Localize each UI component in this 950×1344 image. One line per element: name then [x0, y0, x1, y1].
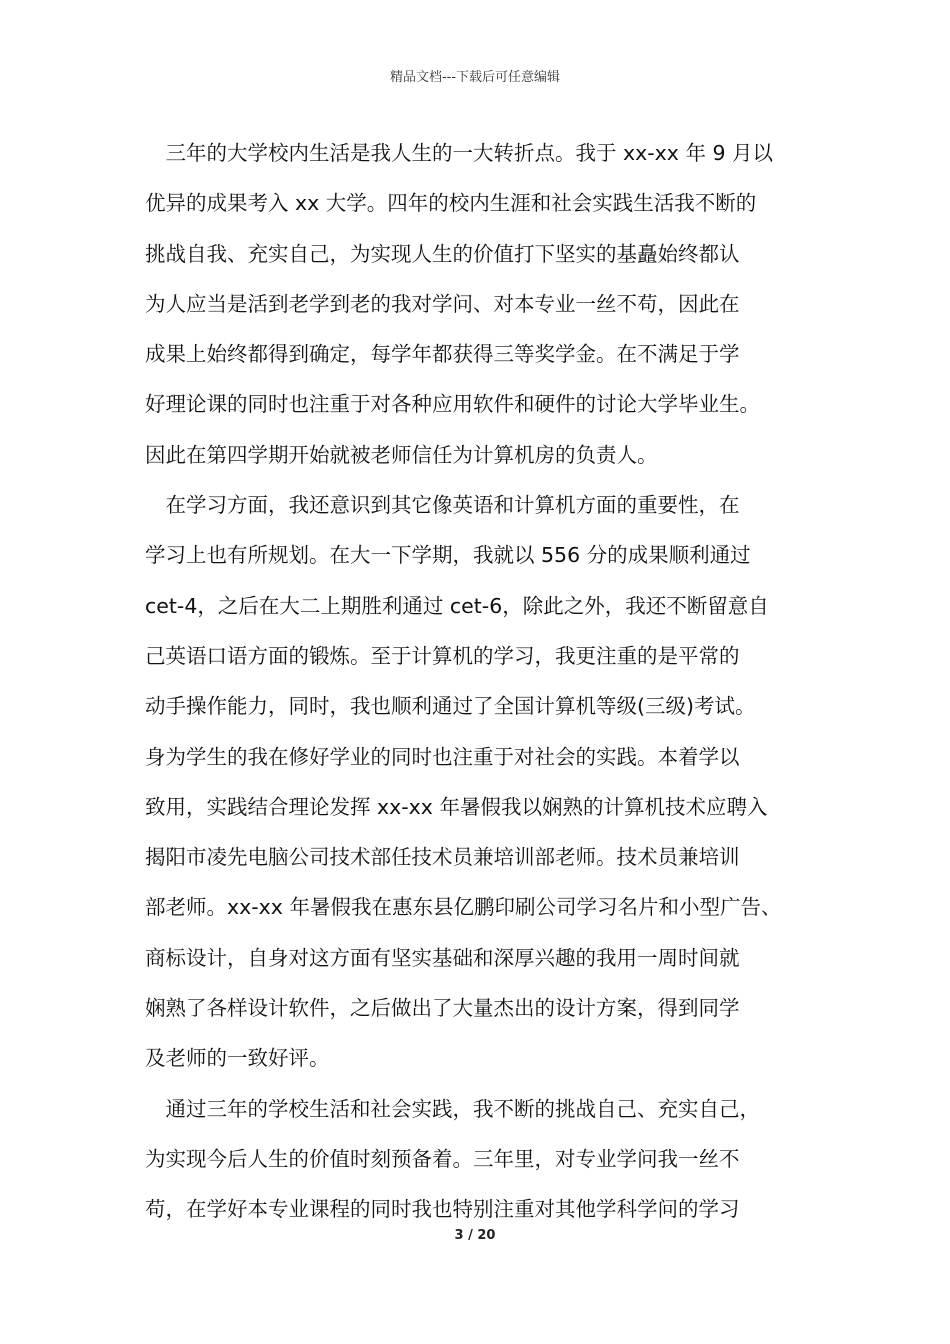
text-line: 成果上始终都得到确定，每学年都获得三等奖学金。在不满足于学 [145, 342, 740, 367]
text-line: cet-4，之后在大二上期胜利通过 cet-6，除此之外，我还不断留意自 [145, 593, 769, 618]
text-line: 优异的成果考入 xx 大学。四年的校内生涯和社会实践生活我不断的 [145, 191, 757, 216]
text-line: 身为学生的我在修好学业的同时也注重于对社会的实践。本着学以 [145, 744, 740, 769]
text-line: 致用，实践结合理论发挥 xx-xx 年暑假我以娴熟的计算机技术应聘入 [145, 794, 768, 819]
text-line: 在学习方面，我还意识到其它像英语和计算机方面的重要性，在 [145, 493, 740, 518]
text-line: 好理论课的同时也注重于对各种应用软件和硬件的讨论大学毕业生。 [145, 392, 760, 417]
text-line: 及老师的一致好评。 [145, 1046, 330, 1071]
page-number: 3 / 20 [454, 1228, 496, 1243]
text-line: 因此在第四学期开始就被老师信任为计算机房的负责人。 [145, 442, 658, 467]
text-line: 为实现今后人生的价值时刻预备着。三年里，对专业学问我一丝不 [145, 1146, 740, 1171]
text-line: 通过三年的学校生活和社会实践，我不断的挑战自己、充实自己， [145, 1096, 760, 1121]
text-line: 学习上也有所规划。在大一下学期，我就以 556 分的成果顺利通过 [145, 543, 751, 568]
text-line: 揭阳市凌先电脑公司技术部任技术员兼培训部老师。技术员兼培训 [145, 845, 740, 870]
document-body [145, 128, 815, 1235]
text-line: 为人应当是活到老学到老的我对学问、对本专业一丝不苟，因此在 [145, 291, 740, 316]
text-line: 苟，在学好本专业课程的同时我也特别注重对其他学科学问的学习 [145, 1197, 740, 1222]
text-line: 部老师。xx-xx 年暑假我在惠东县亿鹏印刷公司学习名片和小型广告、 [145, 895, 782, 920]
page-header: 精品文档---下载后可任意编辑 [389, 70, 561, 85]
text-line: 己英语口语方面的锻炼。至于计算机的学习，我更注重的是平常的 [145, 643, 740, 668]
text-line: 商标设计，自身对这方面有坚实基础和深厚兴趣的我用一周时间就 [145, 945, 740, 970]
text-line: 三年的大学校内生活是我人生的一大转折点。我于 xx-xx 年 9 月以 [145, 141, 774, 165]
text-line: 动手操作能力，同时，我也顺利通过了全国计算机等级(三级)考试。 [145, 694, 756, 719]
text-line: 娴熟了各样设计软件，之后做出了大量杰出的设计方案，得到同学 [145, 996, 740, 1021]
text-line: 挑战自我、充实自己，为实现人生的价值打下坚实的基矗始终都认 [145, 241, 740, 266]
